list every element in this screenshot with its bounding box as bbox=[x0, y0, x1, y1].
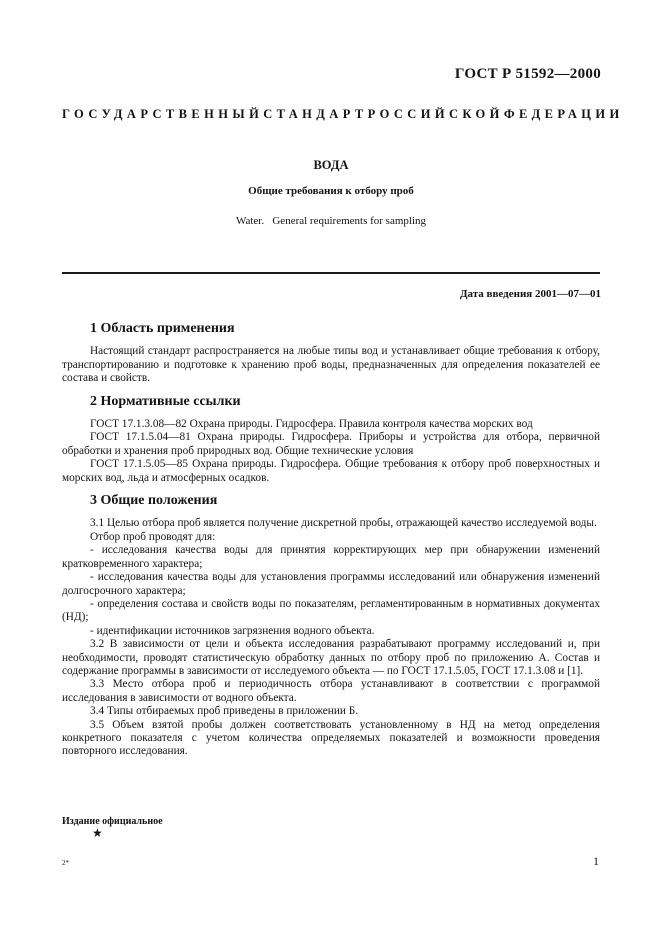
section-heading: 1 Область применения bbox=[90, 321, 235, 336]
paragraph: 3.5 Объем взятой пробы должен соответствовать установленному в НД на метод определения конкретного показателя с учетом количества определяемых показателей и возможности проведения повторного исследования. bbox=[62, 718, 600, 758]
section-heading: 3 Общие положения bbox=[90, 493, 218, 509]
document-title-english: Water. General requirements for sampling bbox=[235, 215, 427, 227]
paragraph: 3.3 Место отбора проб и периодичность отбора устанавливают в соответствии с программой исследования в зависимости от водного объекта. bbox=[62, 678, 600, 704]
official-edition-label: Издание официальное bbox=[62, 816, 163, 827]
introduction-date: Дата введения 2001—07—01 bbox=[459, 288, 601, 300]
paragraph: - идентификации источников загрязнения водного объекта. bbox=[90, 624, 375, 637]
section-normative-references bbox=[62, 395, 600, 485]
document-subtitle: Общие требования к отбору проб bbox=[248, 185, 414, 197]
section-scope bbox=[62, 322, 600, 386]
banner-word: СТАНДАРТ bbox=[263, 107, 368, 121]
state-standard-banner bbox=[62, 107, 624, 122]
paragraph: 3.4 Типы отбираемых проб приведены в приложении Б. bbox=[90, 705, 359, 718]
paragraph: Отбор проб проводят для: bbox=[90, 530, 216, 543]
star-icon: ★ bbox=[92, 826, 103, 840]
document-title: ВОДА bbox=[313, 158, 349, 172]
paragraph: Настоящий стандарт распространяется на любые типы вод и устанавливает общие требования к отбору, транспортированию и подготовке к хранению проб воды, предназначенных для определения показателей ее состава и свойств. bbox=[62, 345, 600, 385]
page-number: 1 bbox=[593, 854, 599, 868]
banner-word: ФЕДЕРАЦИИ bbox=[503, 107, 624, 121]
paragraph: ГОСТ 17.1.5.05—85 Охрана природы. Гидросфера. Общие требования к отбору проб поверхностных и морских вод, льда и атмосферных осадков. bbox=[62, 458, 600, 484]
section-heading: 2 Нормативные ссылки bbox=[90, 393, 241, 409]
paragraph: - определения состава и свойств воды по показателям, регламентированным в нормативных документах (НД); bbox=[62, 597, 600, 624]
paragraph: - исследования качества воды для принятия корректирующих мер при обнаружении изменений кратковременного характера; bbox=[62, 544, 600, 570]
paragraph: 3.2 В зависимости от цели и объекта исследования разрабатывают программу исследований и, при необходимости, проводят статистическую обработку данных по отбору проб по приложению А. Состав и содержание программы в зависимости от исследуемого объекта — по ГОСТ 17.1.5.05, ГОСТ 17.1.3.08 и [1]. bbox=[62, 638, 600, 677]
document-code: ГОСТ Р 51592—2000 bbox=[454, 66, 601, 82]
paragraph: ГОСТ 17.1.5.04—81 Охрана природы. Гидросфера. Приборы и устройства для отбора, первичной обработки и хранения проб природных вод. Общие технические условия bbox=[62, 431, 600, 457]
document-body bbox=[62, 322, 600, 759]
printer-signature: 2* bbox=[62, 859, 69, 867]
paragraph: 3.1 Целью отбора проб является получение дискретной пробы, отражающей качество исследуемой воды. bbox=[90, 517, 597, 530]
section-general-provisions bbox=[62, 494, 600, 759]
banner-word: РОССИЙСКОЙ bbox=[367, 107, 504, 121]
paragraph: - исследования качества воды для установления программы исследований или обнаружения изменений долгосрочного характера; bbox=[62, 571, 600, 597]
banner-word: ГОСУДАРСТВЕННЫЙ bbox=[62, 107, 264, 121]
title-divider bbox=[62, 272, 600, 274]
paragraph: ГОСТ 17.1.3.08—82 Охрана природы. Гидросфера. Правила контроля качества морских вод bbox=[90, 418, 533, 431]
